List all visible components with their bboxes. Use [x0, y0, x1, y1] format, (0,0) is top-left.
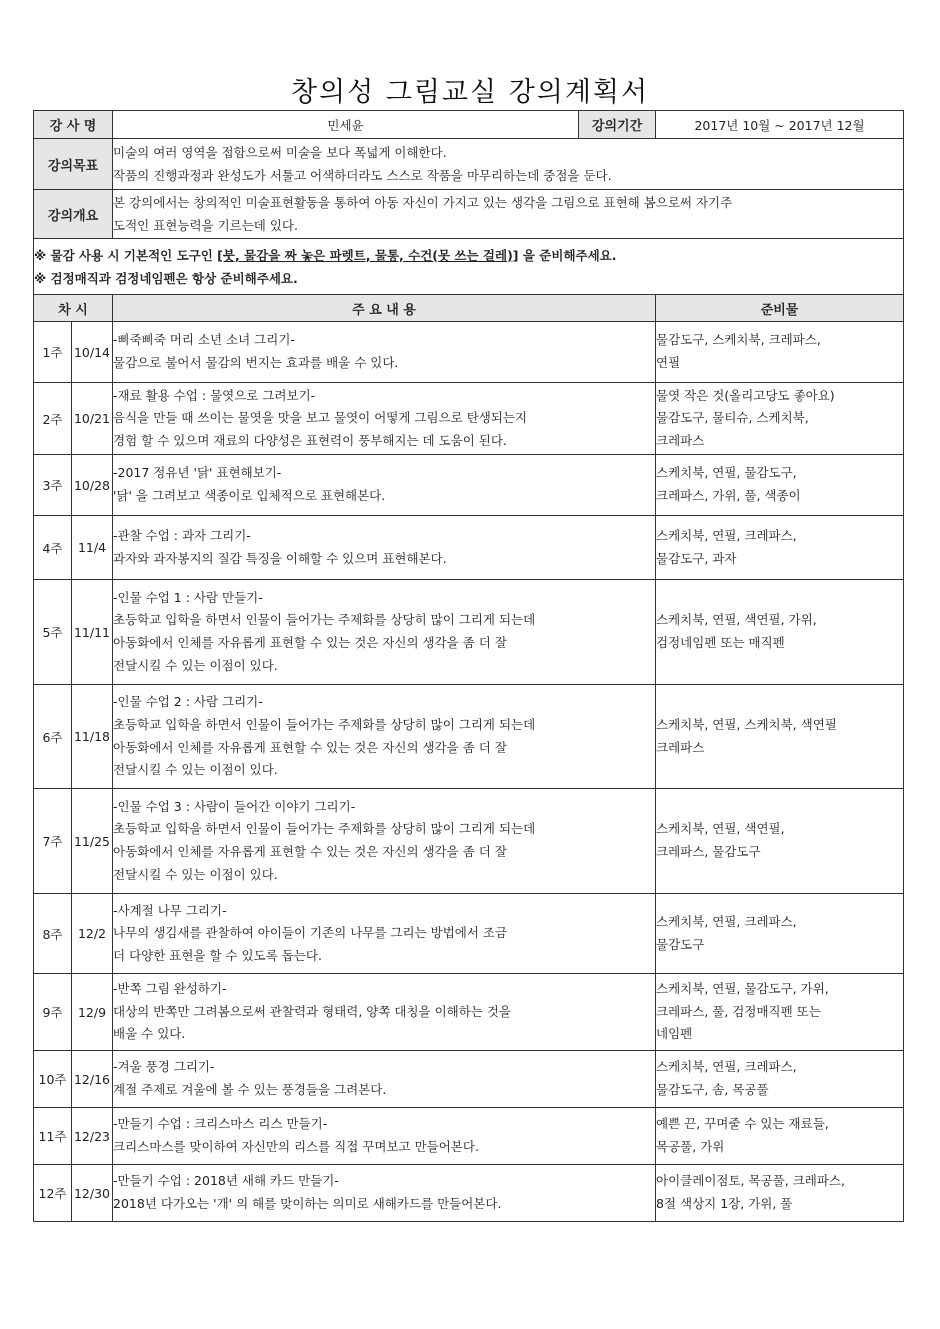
week-cell: 7주 — [34, 789, 72, 894]
materials-cell — [656, 789, 904, 894]
content-cell — [113, 789, 656, 894]
materials-cell — [656, 894, 904, 974]
schedule-row — [34, 789, 904, 894]
content-header: 주 요 내 용 — [113, 295, 656, 322]
notice-text: ※ 물감 사용 시 기본적인 도구인 — [34, 247, 218, 263]
notice — [34, 239, 904, 295]
week-cell: 5주 — [34, 580, 72, 685]
schedule-row — [34, 1051, 904, 1108]
content-line: -반쪽 그림 완성하기- — [113, 981, 227, 997]
materials-line: 스케치북, 연필, 크레파스, — [656, 1059, 797, 1075]
week-cell: 9주 — [34, 974, 72, 1051]
content-cell — [113, 383, 656, 455]
content-cell — [113, 580, 656, 685]
materials-line: 스케치북, 연필, 크레파스, — [656, 527, 797, 543]
instructor-row — [34, 111, 904, 139]
content-line: '닭' 을 그려보고 색종이로 입체적으로 표현해본다. — [113, 488, 386, 503]
materials-line: 크레파스 — [656, 739, 705, 755]
date-cell: 10/28 — [72, 455, 113, 516]
week-cell: 12주 — [34, 1165, 72, 1222]
content-cell — [113, 1051, 656, 1108]
content-line: -인물 수업 3 : 사람이 들어간 이야기 그리기- — [113, 798, 356, 814]
materials-cell — [656, 580, 904, 685]
schedule-row — [34, 580, 904, 685]
schedule-row — [34, 322, 904, 383]
materials-line: 아이클레이점토, 목공풀, 크레파스, — [656, 1173, 845, 1189]
content-line: -2017 정유년 '닭' 표현해보기- — [113, 465, 282, 481]
materials-cell — [656, 1051, 904, 1108]
date-cell: 11/18 — [72, 685, 113, 789]
materials-line: 스케치북, 연필, 크레파스, — [656, 913, 797, 929]
materials-line: 예쁜 끈, 꾸며줄 수 있는 재료들, — [656, 1116, 829, 1132]
instructor-label: 강 사 명 — [34, 111, 113, 139]
date-cell: 12/16 — [72, 1051, 113, 1108]
content-line: -인물 수업 2 : 사람 그리기- — [113, 694, 263, 710]
content-line: 초등학교 입학을 하면서 인물이 들어가는 주제화를 상당히 많이 그리게 되는데 — [113, 612, 536, 628]
content-line: -관찰 수업 : 과자 그리기- — [113, 527, 251, 543]
date-cell: 10/14 — [72, 322, 113, 383]
content-line: -삐죽삐죽 머리 소년 소녀 그리기- — [113, 332, 295, 348]
content-cell — [113, 322, 656, 383]
content-line: -만들기 수업 : 2018년 새해 카드 만들기- — [113, 1173, 339, 1189]
materials-cell — [656, 1165, 904, 1222]
materials-line: 목공풀, 가위 — [656, 1139, 725, 1154]
materials-line: 크레파스, 풀, 검정매직펜 또는 — [656, 1003, 821, 1019]
content-line: 대상의 반쪽만 그려봄으로써 관찰력과 형태력, 양쪽 대칭을 이해하는 것을 — [113, 1003, 512, 1019]
content-cell — [113, 894, 656, 974]
materials-line: 물감도구, 솜, 목공풀 — [656, 1082, 769, 1097]
period-label: 강의기간 — [579, 111, 656, 139]
date-cell: 12/23 — [72, 1108, 113, 1165]
week-cell: 10주 — [34, 1051, 72, 1108]
schedule-row — [34, 1165, 904, 1222]
content-cell — [113, 455, 656, 516]
materials-line: 크레파스, 물감도구 — [656, 844, 761, 859]
materials-line: 8절 색상지 1장, 가위, 풀 — [656, 1196, 793, 1211]
schedule-row — [34, 516, 904, 580]
notice-row — [34, 239, 904, 295]
materials-line: 물감도구, 스케치북, 크레파스, — [656, 332, 821, 348]
overview-line: 도적인 표현능력을 기르는데 있다. — [113, 218, 298, 233]
content-line: 크리스마스를 맞이하여 자신만의 리스를 직접 꾸며보고 만들어본다. — [113, 1139, 479, 1154]
date-cell: 11/25 — [72, 789, 113, 894]
materials-line: 스케치북, 연필, 색연필, — [656, 821, 785, 837]
date-cell: 12/2 — [72, 894, 113, 974]
week-cell: 8주 — [34, 894, 72, 974]
content-line: 초등학교 입학을 하면서 인물이 들어가는 주제화를 상당히 많이 그리게 되는데 — [113, 716, 536, 732]
content-cell — [113, 516, 656, 580]
page-title: 창의성 그림교실 강의계획서 — [290, 77, 650, 108]
overview-line: 본 강의에서는 창의적인 미술표현활동을 통하여 아동 자신이 가지고 있는 생각을 그림으로 표현해 봄으로써 자기주 — [113, 195, 733, 210]
content-line: -사계절 나무 그리기- — [113, 902, 227, 918]
materials-line: 연필 — [656, 355, 681, 370]
schedule-row — [34, 974, 904, 1051]
content-line: 나무의 생김새를 관찰하여 아이들이 기존의 나무를 그리는 방법에서 조금 — [113, 925, 508, 941]
materials-line: 네임펜 — [656, 1026, 693, 1042]
content-line: 전달시킬 수 있는 이점이 있다. — [113, 762, 278, 778]
materials-line: 스케치북, 연필, 물감도구, — [656, 465, 797, 481]
materials-cell — [656, 1108, 904, 1165]
goal-text — [113, 139, 904, 190]
content-line: 아동화에서 인체를 자유롭게 표현할 수 있는 것은 자신의 생각을 좀 더 잘 — [113, 635, 507, 650]
materials-line: 물감도구 — [656, 936, 705, 952]
instructor-name: 민세윤 — [113, 111, 579, 139]
content-line: 아동화에서 인체를 자유롭게 표현할 수 있는 것은 자신의 생각을 좀 더 잘 — [113, 844, 507, 859]
materials-line: 스케치북, 연필, 색연필, 가위, — [656, 612, 817, 628]
period-value: 2017년 10월 ~ 2017년 12월 — [656, 111, 904, 139]
content-cell — [113, 685, 656, 789]
week-cell: 6주 — [34, 685, 72, 789]
week-cell: 2주 — [34, 383, 72, 455]
content-line: 물감으로 불어서 물감의 번지는 효과를 배울 수 있다. — [113, 355, 399, 370]
content-line: 초등학교 입학을 하면서 인물이 들어가는 주제화를 상당히 많이 그리게 되는데 — [113, 821, 536, 837]
content-line: -겨울 풍경 그리기- — [113, 1059, 215, 1075]
content-line: 아동화에서 인체를 자유롭게 표현할 수 있는 것은 자신의 생각을 좀 더 잘 — [113, 739, 507, 755]
content-line: -인물 수업 1 : 사람 만들기- — [113, 589, 263, 605]
materials-line: 스케치북, 연필, 스케치북, 색연필 — [656, 716, 837, 732]
overview-row — [34, 190, 904, 239]
content-line: 과자와 과자봉지의 질감 특징을 이해할 수 있으며 표현해본다. — [113, 550, 447, 566]
date-cell: 11/11 — [72, 580, 113, 685]
content-line: 전달시킬 수 있는 이점이 있다. — [113, 866, 278, 882]
content-line: 2018년 다가오는 '개' 의 해를 맞이하는 의미로 새해카드를 만들어본다. — [113, 1196, 502, 1211]
materials-line: 검정네임펜 또는 매직펜 — [656, 635, 785, 650]
week-cell: 1주 — [34, 322, 72, 383]
notice-text: 을 준비해주세요. — [518, 247, 617, 263]
session-header: 차 시 — [34, 295, 113, 322]
materials-line: 물감도구, 물티슈, 스케치북, — [656, 410, 809, 426]
schedule-header-row — [34, 295, 904, 322]
content-cell — [113, 974, 656, 1051]
schedule-row — [34, 894, 904, 974]
materials-line: 크레파스, 가위, 풀, 색종이 — [656, 488, 801, 503]
notice-tools: [붓, 물감을 짜 놓은 파렛트, 물통, 수건(못 쓰는 걸레)] — [217, 247, 519, 263]
materials-header: 준비물 — [656, 295, 904, 322]
materials-line: 스케치북, 연필, 물감도구, 가위, — [656, 981, 829, 997]
schedule-row — [34, 383, 904, 455]
content-line: 더 다양한 표현을 할 수 있도록 돕는다. — [113, 947, 322, 963]
content-line: 배울 수 있다. — [113, 1026, 186, 1042]
week-cell: 3주 — [34, 455, 72, 516]
date-cell: 12/30 — [72, 1165, 113, 1222]
content-line: 전달시킬 수 있는 이점이 있다. — [113, 657, 278, 673]
week-cell: 4주 — [34, 516, 72, 580]
materials-cell — [656, 516, 904, 580]
materials-cell — [656, 455, 904, 516]
materials-line: 물감도구, 과자 — [656, 550, 737, 566]
materials-cell — [656, 322, 904, 383]
materials-line: 크레파스 — [656, 432, 705, 448]
lecture-plan-table — [33, 110, 904, 1222]
content-cell — [113, 1165, 656, 1222]
materials-cell — [656, 974, 904, 1051]
materials-cell — [656, 383, 904, 455]
week-cell: 11주 — [34, 1108, 72, 1165]
date-cell: 10/21 — [72, 383, 113, 455]
goal-line: 미술의 여러 영역을 접함으로써 미술을 보다 폭넓게 이해한다. — [113, 145, 447, 160]
schedule-row — [34, 1108, 904, 1165]
notice-line-1 — [34, 244, 903, 267]
overview-label: 강의개요 — [34, 190, 113, 239]
content-line: -만들기 수업 : 크리스마스 리스 만들기- — [113, 1116, 328, 1132]
content-line: 계절 주제로 겨울에 볼 수 있는 풍경들을 그려본다. — [113, 1082, 387, 1097]
schedule-row — [34, 455, 904, 516]
content-line: 경험 할 수 있으며 재료의 다양성은 표현력이 풍부해지는 데 도움이 된다. — [113, 432, 507, 448]
content-line: -재료 활용 수업 : 물엿으로 그려보기- — [113, 387, 316, 403]
overview-text — [113, 190, 904, 239]
goal-line: 작품의 진행과정과 완성도가 서툴고 어색하더라도 스스로 작품을 마무리하는데 중점을 둔다. — [113, 168, 612, 183]
date-cell: 12/9 — [72, 974, 113, 1051]
date-cell: 11/4 — [72, 516, 113, 580]
content-cell — [113, 1108, 656, 1165]
content-line: 음식을 만들 때 쓰이는 물엿을 맛을 보고 물엿이 어떻게 그림으로 탄생되는지 — [113, 410, 528, 426]
materials-cell — [656, 685, 904, 789]
schedule-row — [34, 685, 904, 789]
notice-line-2: ※ 검정매직과 검정네임펜은 항상 준비해주세요. — [34, 270, 298, 286]
goal-label: 강의목표 — [34, 139, 113, 190]
materials-line: 물엿 작은 것(올리고당도 좋아요) — [656, 387, 835, 403]
goal-row — [34, 139, 904, 190]
